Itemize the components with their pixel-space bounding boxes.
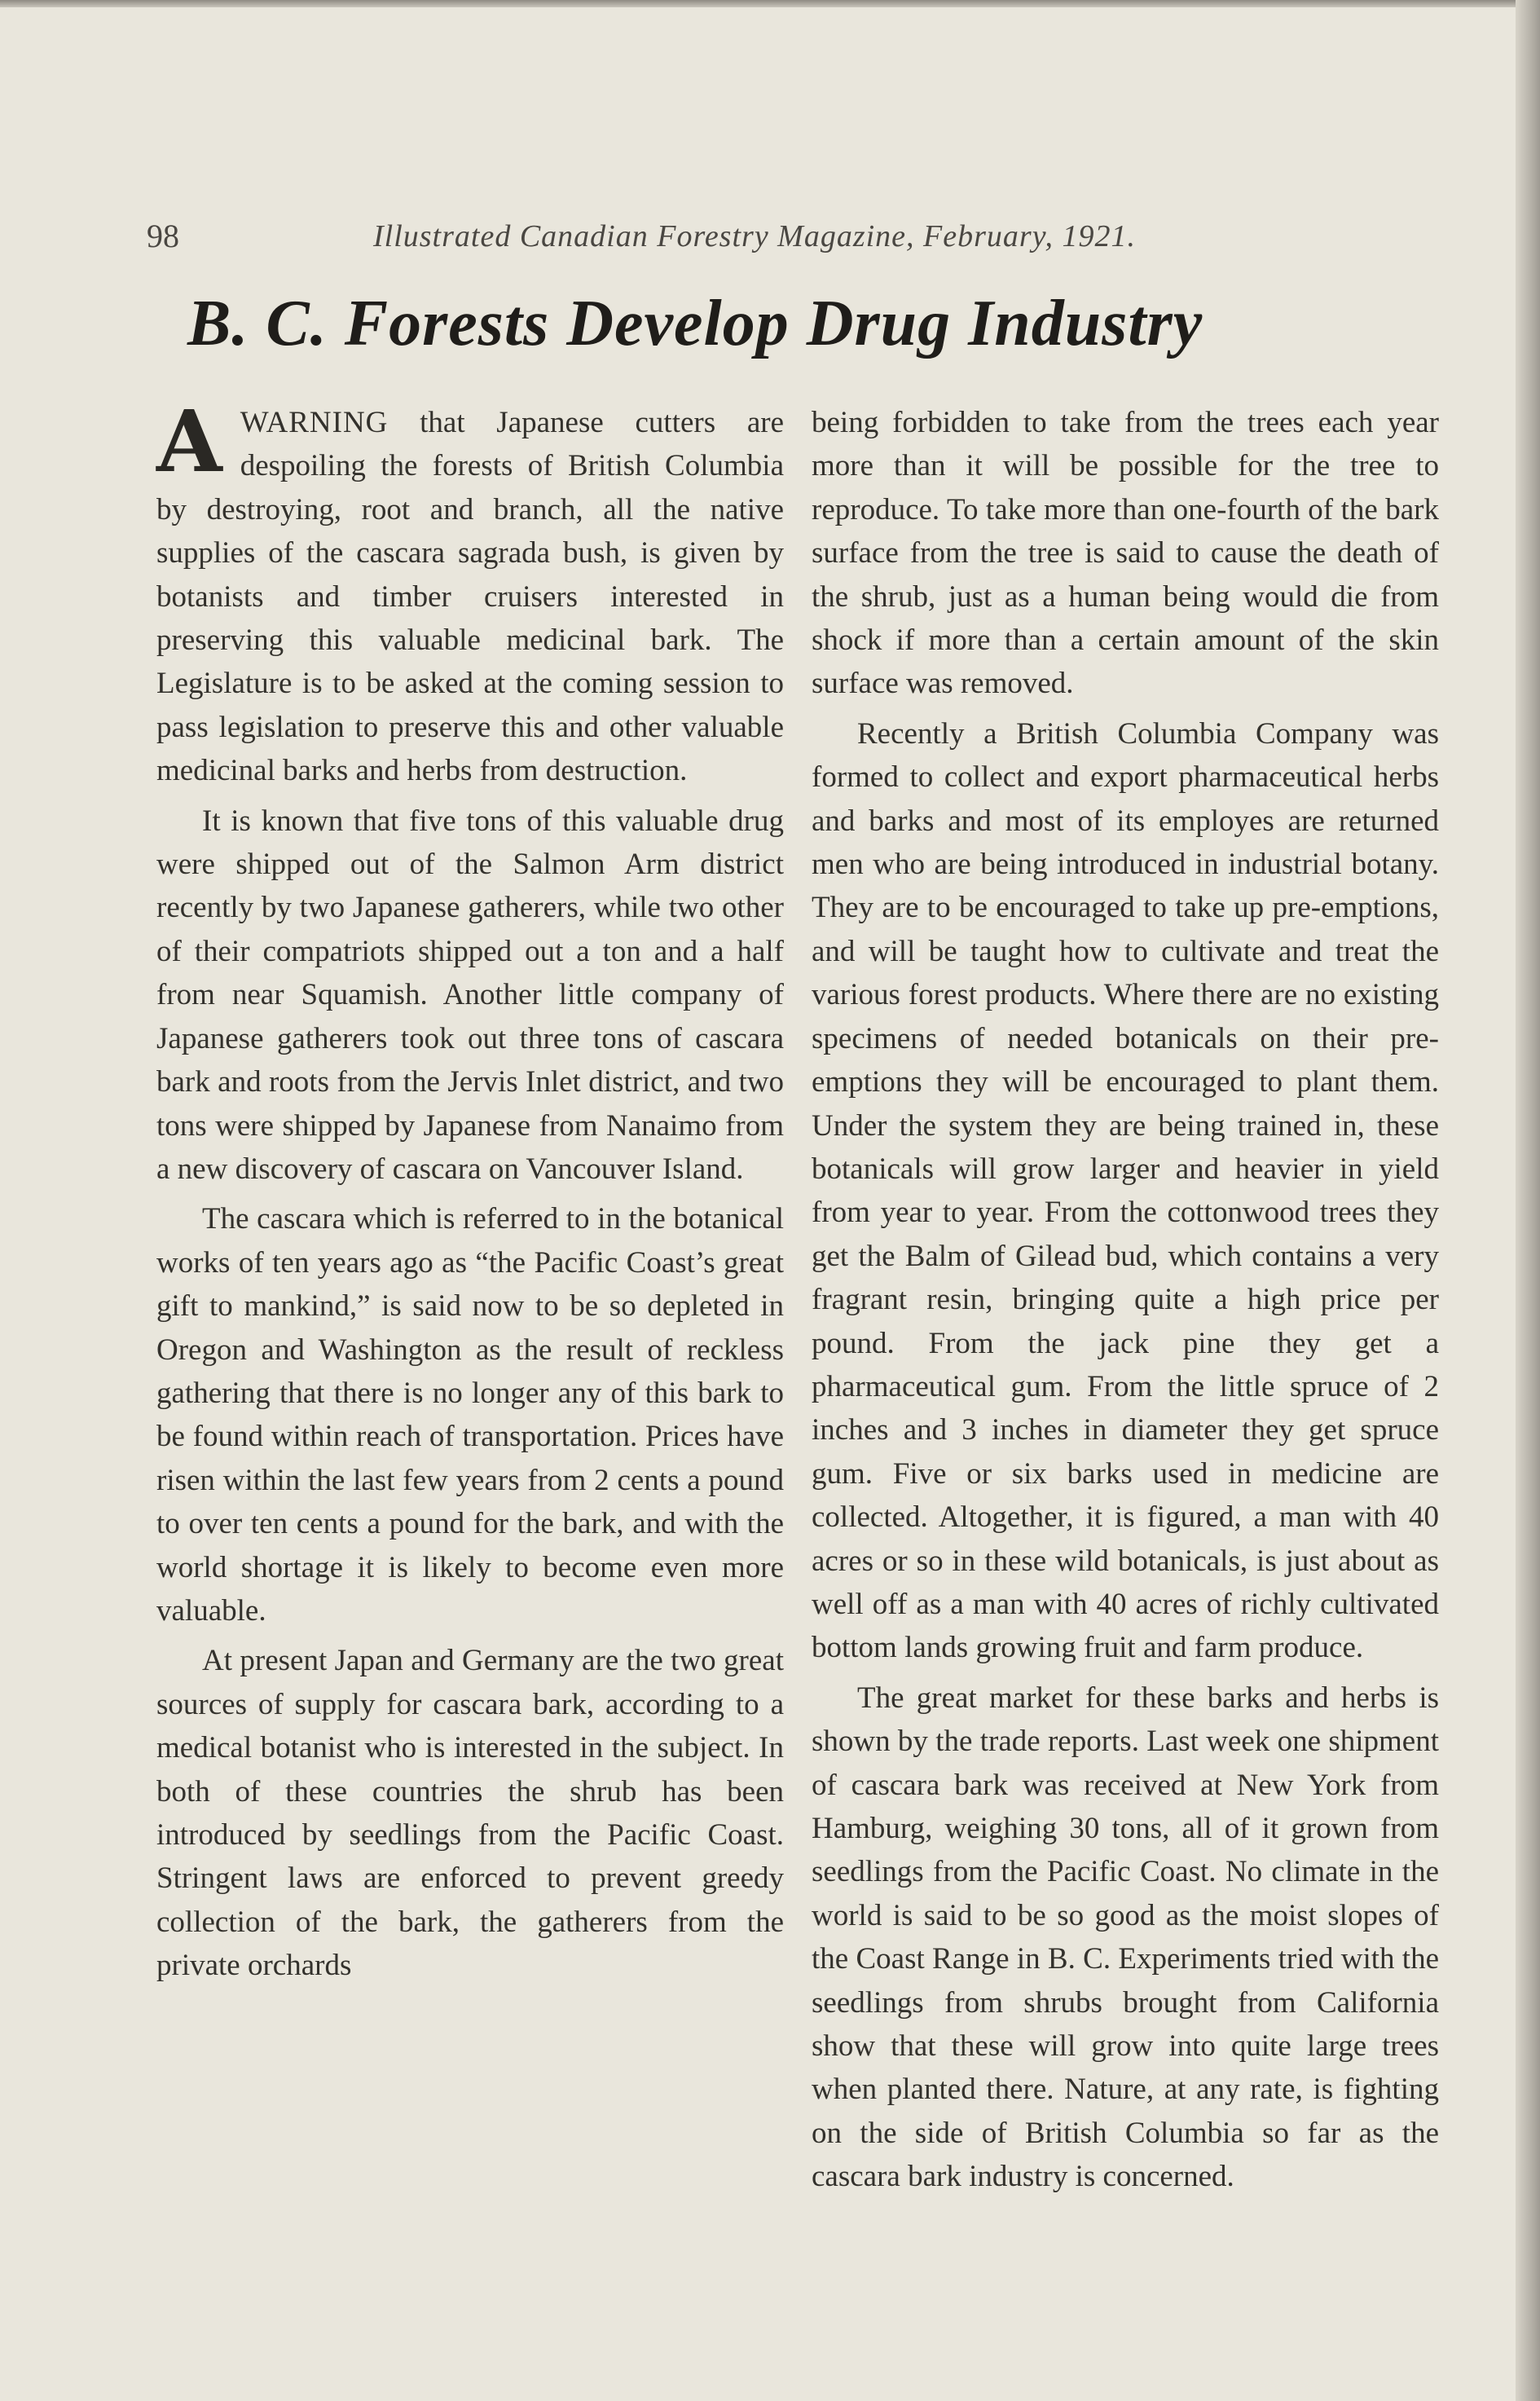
left-column xyxy=(156,391,784,1994)
paragraph-4: At present Japan and Germany are the two great sources of supply for cascara bark, according to a medical botanist who is interested in the subject. In both of these countries the shrub has been introduced by seedlings from the Pacific Coast. Stringent laws are enforced to prevent greedy collection of the bark, the gatherers from the private orchards xyxy=(156,1644,784,1983)
paragraph-1-text: that Japanese cutters are despoiling the forests of British Columbia by destroying, root and branch, all the native supplies of the cascara sagrada bush, is given by botanists and timber cruisers interested in preserving this valuable medicinal bark. The Legislature is to be asked at the coming session to pass legislation to preserve this and other valuable medicinal barks and herbs from destruction. xyxy=(156,406,784,788)
page-top-edge xyxy=(0,0,1516,7)
article-title: B. C. Forests Develop Drug Industry xyxy=(187,288,1203,359)
page-number: 98 xyxy=(147,218,179,254)
drop-cap: A xyxy=(156,391,222,491)
paragraph-1 xyxy=(156,391,784,793)
lead-in-caps: WARNING xyxy=(240,406,389,439)
paragraph-4-continued: being forbidden to take from the trees each year more than it will be possible for the tree to reproduce. To take more than one-fourth of the bark surface from the tree is said to cause the death of the shrub, just as a human being would die from shock if more than a certain amount of the skin surface was removed. xyxy=(812,406,1439,701)
running-header xyxy=(147,217,1239,266)
page-binding-edge xyxy=(1516,0,1540,2401)
paragraph-2: It is known that five tons of this valuable drug were shipped out of the Salmon Arm district recently by two Japanese gatherers, while two other of their compatriots shipped out a ton and a half from near Squamish. Another little company of Japanese gatherers took out three tons of cascara bark and roots from the Jervis Inlet district, and two tons were shipped by Japanese from Nanaimo from a new discovery of cascara on Vancouver Island. xyxy=(156,804,784,1186)
right-column xyxy=(812,401,1439,2205)
journal-title: Illustrated Canadian Forestry Magazine, February, 1921. xyxy=(373,219,1136,253)
paragraph-5: Recently a British Columbia Company was formed to collect and export pharmaceutical herbs and barks and most of its employes are returned men who are being introduced in industrial botany. They are to be encouraged to take up pre-emptions, and will be taught how to cultivate and treat the various forest products. Where there are no existing specimens of needed botanicals on their pre-emptions they will be encouraged to plant them. Under the system they are being trained in, these botanicals will grow larger and heavier in yield from year to year. From the cottonwood trees they get the Balm of Gilead bud, which contains a very fragrant resin, bringing quite a high price per pound. From the jack pine they get a pharmaceutical gum. From the little spruce of 2 inches and 3 inches in diameter they get spruce gum. Five or six barks used in medicine are collected. Altogether, it is figured, a man with 40 acres or so in these wild botanicals, is just about as well off as a man with 40 acres of richly cultivated bottom lands growing fruit and farm produce. xyxy=(812,716,1439,1665)
paragraph-3: The cascara which is referred to in the botanical works of ten years ago as “the Pacific Coast’s great gift to mankind,” is said now to be so depleted in Oregon and Washington as the result of reckless gathering that there is no longer any of this bark to be found within reach of transportation. Prices have risen within the last few years from 2 cents a pound to over ten cents a pound for the bark, and with the world shortage it is likely to become even more valuable. xyxy=(156,1202,784,1628)
paragraph-6: The great market for these barks and herbs is shown by the trade reports. Last week one shipment of cascara bark was received at New York from Hamburg, weighing 30 tons, all of it grown from seedlings from the Pacific Coast. No climate in the world is said to be so good as the moist slopes of the Coast Range in B. C. Experiments tried with the seedlings from shrubs brought from California show that these will grow into quite large trees when planted there. Nature, at any rate, is fighting on the side of British Columbia so far as the cascara bark industry is concerned. xyxy=(812,1681,1439,2194)
